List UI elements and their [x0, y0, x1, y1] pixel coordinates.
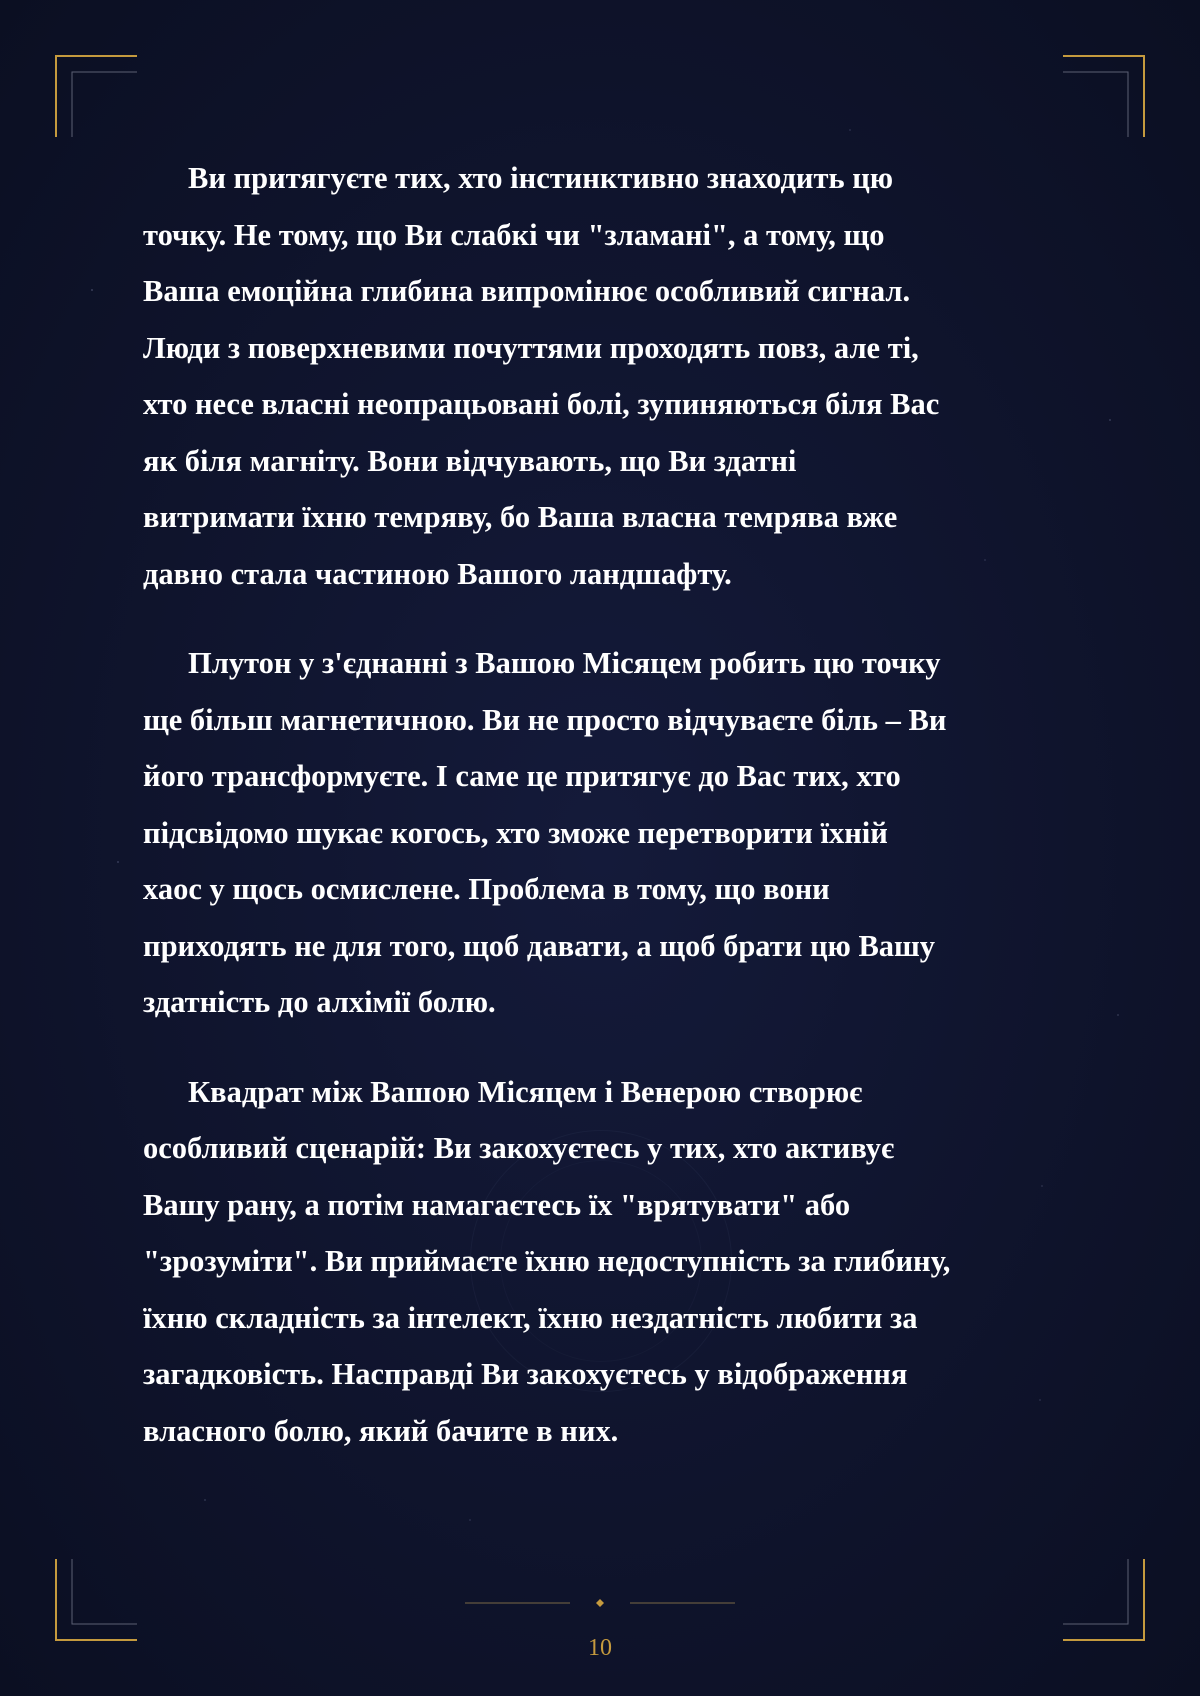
corner-bracket-icon: [1063, 55, 1145, 137]
paragraph: Ви притягуєте тих, хто інстинктивно знаходить цю точку. Не тому, що Ви слабкі чи "зламані", а тому, що Ваша емоційна глибина випромінює особливий сигнал. Люди з поверхневими почуттями проходять повз, але ті, хто несе власні неопрацьовані болі, зупиняються біля Вас як біля магніту. Вони відчувають, що Ви здатні витримати їхню темряву, бо Ваша власна темрява вже давно стала частиною Вашого ландшафту.: [143, 161, 940, 591]
corner-bracket-icon: [55, 55, 137, 137]
paragraph: Плутон у з'єднанні з Вашою Місяцем робить цю точку ще більш магнетичною. Ви не просто відчуваєте біль – Ви його трансформуєте. І саме це притягує до Вас тих, хто підсвідомо шукає когось, хто зможе перетворити їхній хаос у щось осмислене. Проблема в тому, що вони приходять не для того, щоб давати, а щоб брати цю Вашу здатність до алхімії болю.: [143, 646, 947, 1019]
diamond-divider-icon: [465, 1596, 735, 1610]
page-number: 10: [588, 1635, 612, 1661]
paragraph: Квадрат між Вашою Місяцем і Венерою створює особливий сценарій: Ви закохуєтесь у тих, хто активує Вашу рану, а потім намагаєтесь їх "врятувати" або "зрозуміти". Ви приймаєте їхню недоступність за глибину, їхню складність за інтелект, їхню нездатність любити за загадковість. Насправді Ви закохуєтесь у відображення власного болю, який бачите в них.: [143, 1074, 951, 1448]
body-text: [143, 150, 1063, 1492]
corner-bracket-icon: [55, 1559, 137, 1641]
corner-bracket-icon: [1063, 1559, 1145, 1641]
